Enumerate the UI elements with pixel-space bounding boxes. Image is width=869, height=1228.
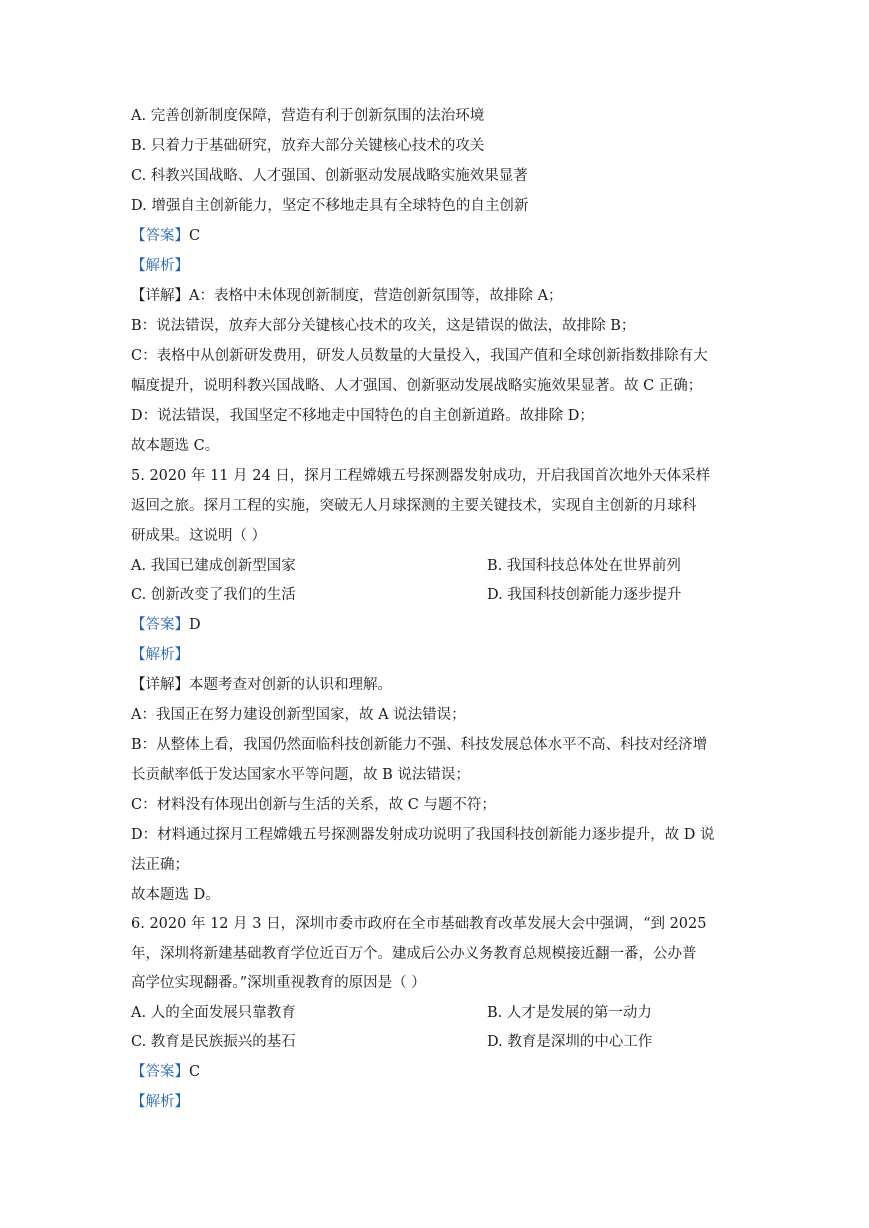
q4-option-d: D. 增强自主创新能力，坚定不移地走具有全球特色的自主创新 [131,198,529,214]
q4-option-a: A. 完善创新制度保障，营造有利于创新氛围的法治环境 [131,108,485,124]
detail-tag: 【详解】 [131,677,189,693]
detail-text: A：表格中未体现创新制度，营造创新氛围等，故排除 A； [189,288,563,304]
q4-detail-line-6: 故本题选 C。 [131,438,220,454]
q4-detail-line-4: 幅度提升，说明科教兴国战略、人才强国、创新驱动发展战略实施效果显著。故 C 正确； [131,378,703,394]
q4-analysis-tag: 【解析】 [131,258,189,274]
answer-value: C [189,228,201,244]
q5-option-c: C. 创新改变了我们的生活 [131,587,296,603]
q5-stem-line-3: 研成果。这说明（ ） [131,528,267,544]
detail-text: 本题考查对创新的认识和理解。 [189,677,392,693]
answer-value: D [189,617,201,633]
q5-stem-line-2: 返回之旅。探月工程的实施，突破无人月球探测的主要关键技术，实现自主创新的月球科 [131,498,697,514]
q4-detail-line-5: D：说法错误，我国坚定不移地走中国特色的自主创新道路。故排除 D； [131,408,594,424]
q5-analysis-tag: 【解析】 [131,647,189,663]
q4-detail-line-2: B：说法错误，放弃大部分关键核心技术的攻关，这是错误的做法，故排除 B； [131,318,636,334]
q5-option-d: D. 我国科技创新能力逐步提升 [487,587,682,603]
q5-option-a: A. 我国已建成创新型国家 [131,558,296,574]
q5-stem-line-1: 5. 2020 年 11 月 24 日，探月工程嫦娥五号探测器发射成功，开启我国首次地外天体采样 [131,468,711,484]
q6-option-c: C. 教育是民族振兴的基石 [131,1034,296,1050]
q4-detail-line-3: C：表格中从创新研发费用，研发人员数量的大量投入，我国产值和全球创新指数排除有大 [131,348,708,364]
detail-tag: 【详解】 [131,288,189,304]
q5-detail-line-1 [131,673,741,694]
q5-option-b: B. 我国科技总体处在世界前列 [487,558,681,574]
q6-stem-line-3: 高学位实现翻番。”深圳重视教育的原因是（ ） [131,975,426,991]
answer-tag: 【答案】 [131,1064,189,1080]
q5-detail-line-3: B：从整体上看，我国仍然面临科技创新能力不强、科技发展总体水平不高、科技对经济增 [131,737,708,753]
answer-tag: 【答案】 [131,617,189,633]
q5-detail-line-2: A：我国正在努力建设创新型国家，故 A 说法错误； [131,707,466,723]
q4-answer [131,224,741,245]
q5-detail-line-6: D：材料通过探月工程嫦娥五号探测器发射成功说明了我国科技创新能力逐步提升，故 D 说 [131,827,715,843]
q4-detail-line-1 [131,284,741,305]
answer-tag: 【答案】 [131,228,189,244]
q6-option-d: D. 教育是深圳的中心工作 [487,1034,653,1050]
q6-stem-line-1: 6. 2020 年 12 月 3 日，深圳市委市政府在全市基础教育改革发展大会中强调，“到 2025 [131,916,707,932]
answer-value: C [189,1064,201,1080]
q5-answer [131,613,741,634]
q5-detail-line-4: 长贡献率低于发达国家水平等问题，故 B 说法错误； [131,767,470,783]
q6-option-b: B. 人才是发展的第一动力 [487,1005,652,1021]
q6-answer [131,1060,741,1081]
q5-detail-line-7: 法正确； [131,857,189,873]
q5-detail-line-8: 故本题选 D。 [131,887,220,903]
q4-option-b: B. 只着力于基础研究，放弃大部分关键核心技术的攻关 [131,138,485,154]
q6-option-a: A. 人的全面发展只靠教育 [131,1005,296,1021]
q5-detail-line-5: C：材料没有体现出创新与生活的关系，故 C 与题不符； [131,797,496,813]
q4-option-c: C. 科教兴国战略、人才强国、创新驱动发展战略实施效果显著 [131,168,528,184]
q6-analysis-tag: 【解析】 [131,1094,189,1110]
q6-stem-line-2: 年，深圳将新建基础教育学位近百万个。建成后公办义务教育总规模接近翻一番，公办普 [131,946,697,962]
